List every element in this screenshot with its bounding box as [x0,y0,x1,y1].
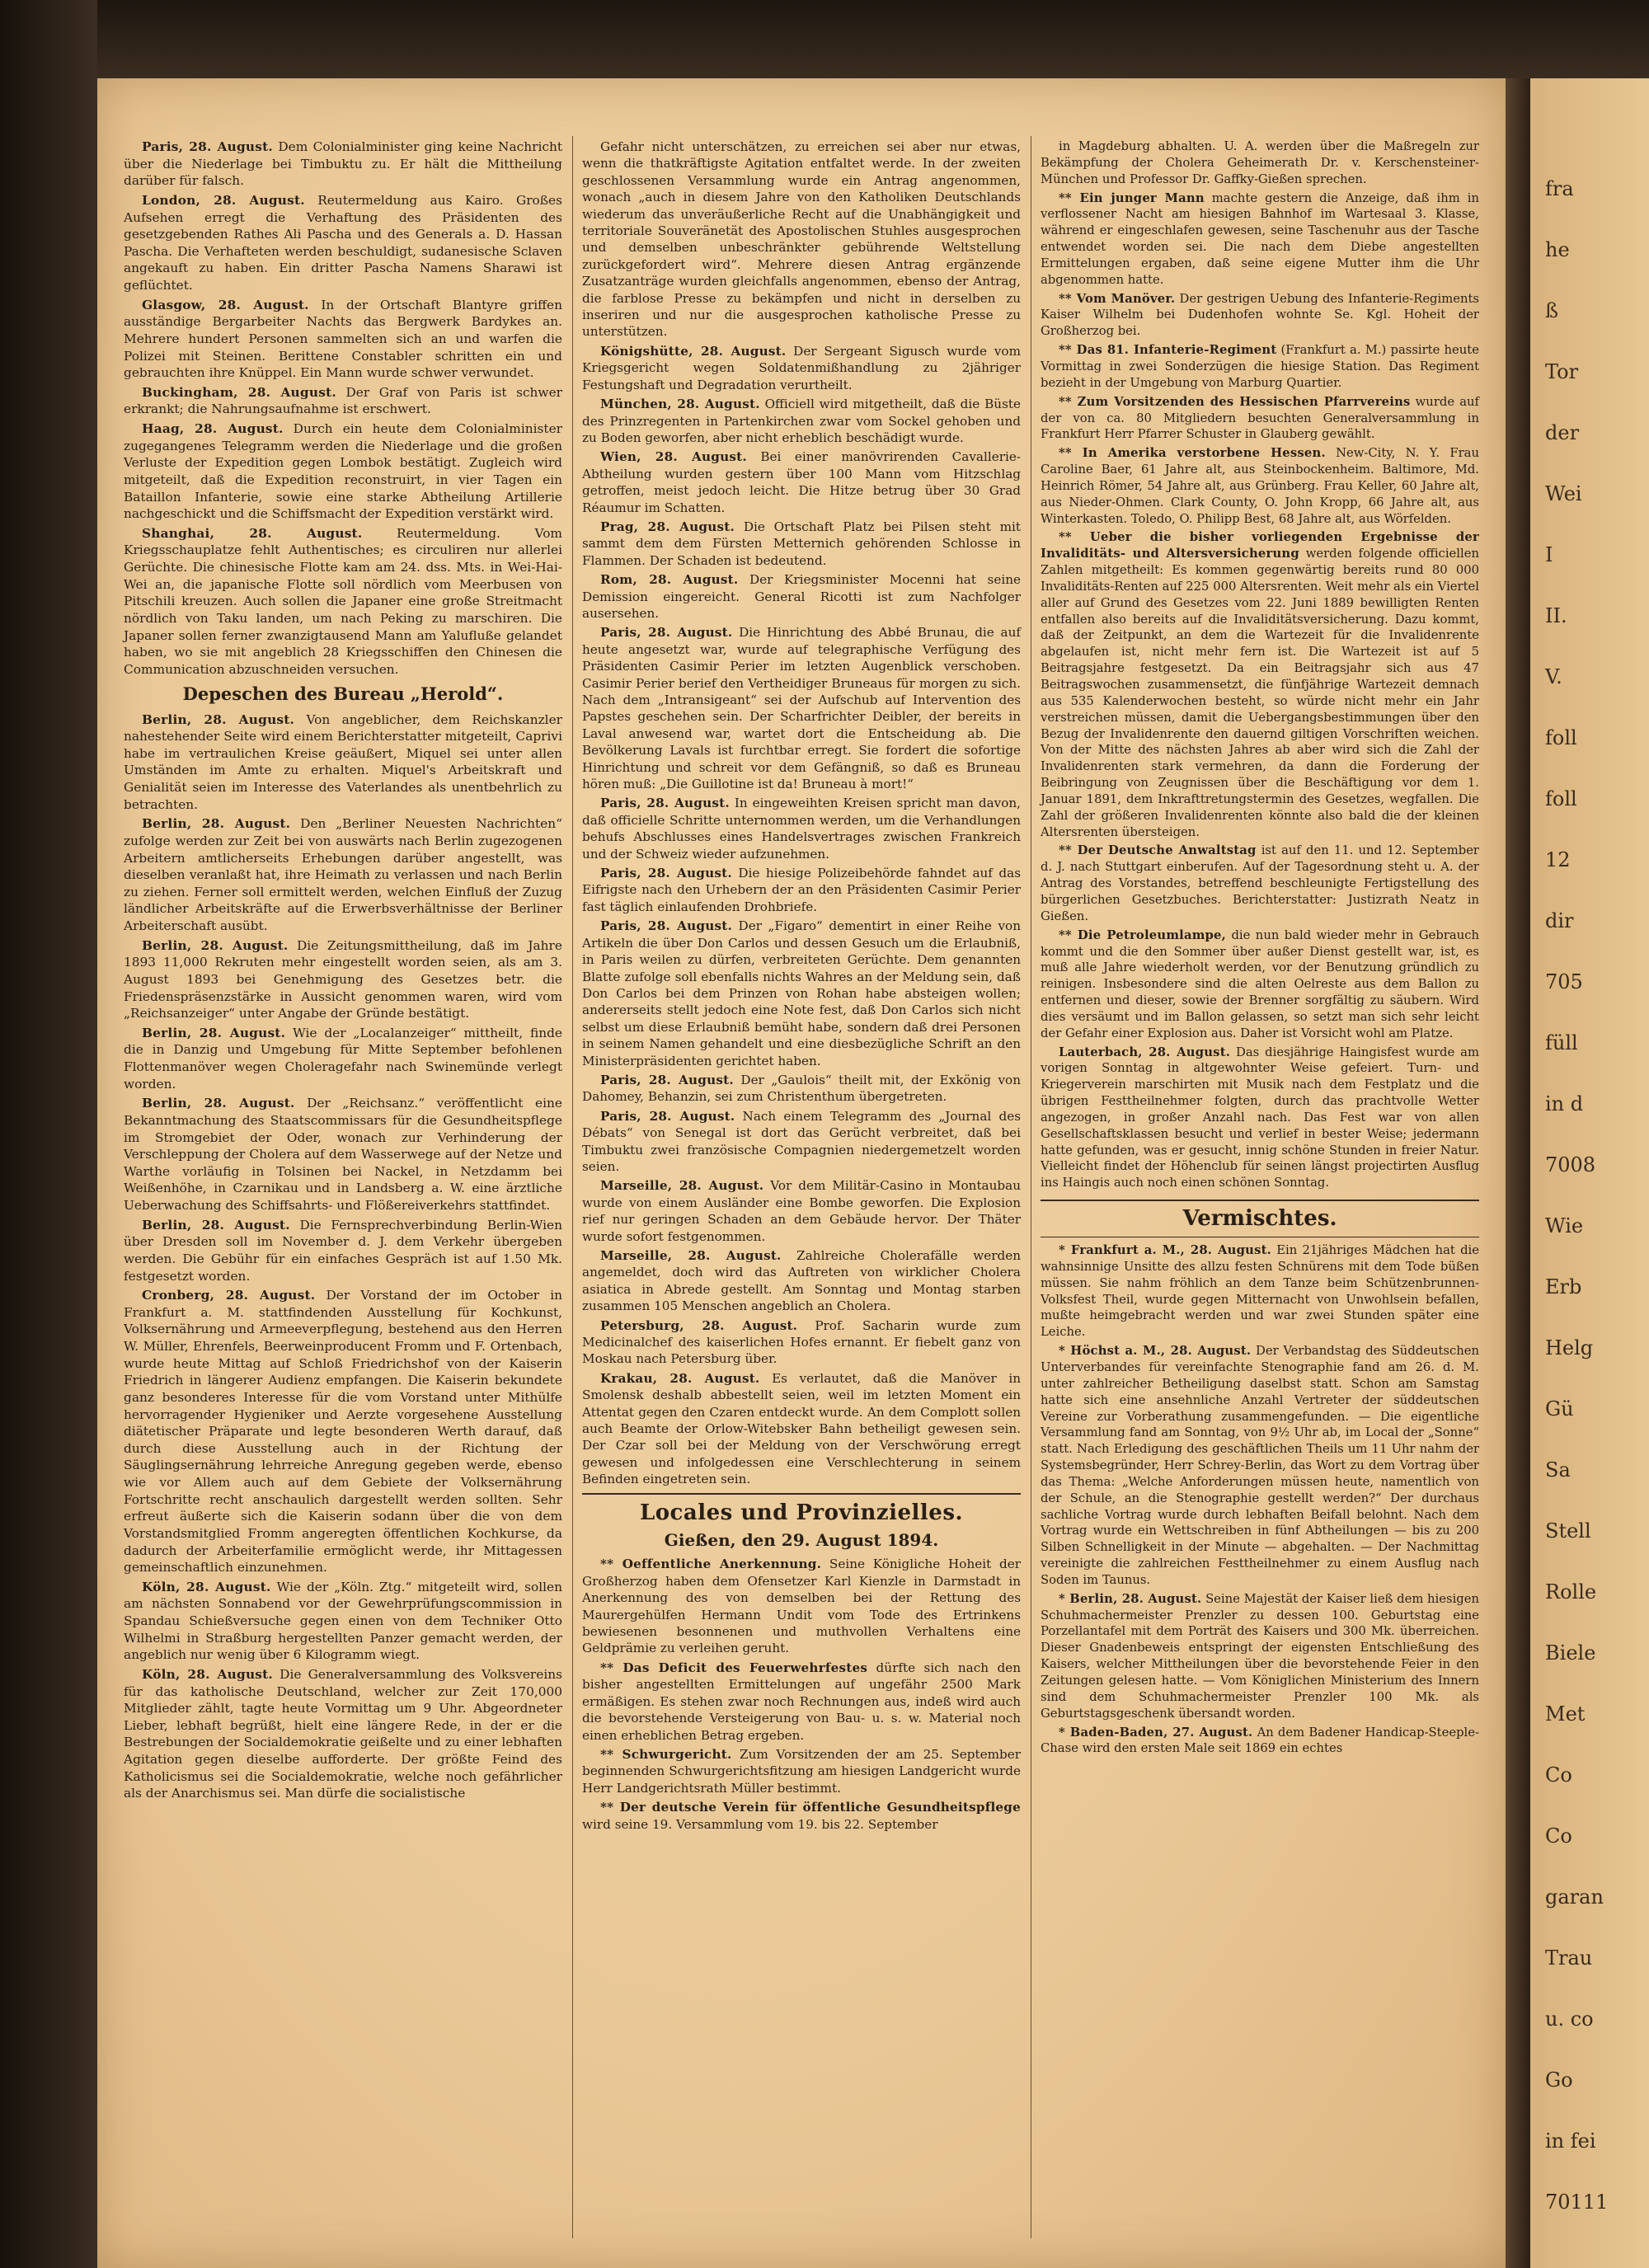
news-item-text: Der Vorstand der im October in Frankfurt a. M. stattfindenden Ausstellung für Kochkunst, Volksernährung und Armeeverpflegung, bestehend aus den Herren W. Müller, Ehrenfels, Beerweinproducent Fromm und F. Ortenbach, wurde heute Mittag auf Schloß Friedrichshof von der Kaiserin Friedrich in längerer Audienz empfangen. Die Kaiserin bekundete ganz besonderes Interesse für die vom Vorstand unter Mithülfe hervorragender Hygieniker und Aerzte vorgesehene Ausstellung diätetischer Präparate und legte besonderen Werth darauf, daß durch diese Ausstellung auch in der Richtung der Säuglingsernährung lehrreiche Anregung gegeben werde, ebenso wie vor Allem auch auf dem Gebiete der Volksernährung Fortschritte recht anschaulich dargestellt werden sollten. Sehr erfreut äußerte sich die Kaiserin sodann über die von dem Vorstandsmitglied Fromm angeregten öffentlichen Kochkurse, da dadurch der Arbeiterfamilie ermöglicht werde, ihr Mittagessen gemeinschaftlich einzunehmen. [124,1288,562,1575]
news-item-dateline: ** Vom Manöver. [1059,291,1176,306]
adjacent-page-text: Co [1545,1824,1572,1848]
news-item [124,525,562,679]
scan-background-top [0,0,1649,78]
column-3 [1041,139,1479,1759]
news-item [1041,445,1479,527]
news-item-text: Seine Majestät der Kaiser ließ dem hiesigen Schuhmachermeister Prenzler zu dessen 100. Geburtstag eine Porzellantafel mit dem Porträt des Kaisers und 300 Mk. überreichen. Dieser Gnadenbeweis entspringt der eigensten Entschließung des Kaisers, welcher Mittheilungen über die bevorstehende Feier in den Zeitungen gelesen hatte. — Vom Königlichen Ministerium des Innern sind dem Schuhmachermeister Prenzler 100 Mk. als Geburtstagsgeschenk übersandt worden. [1041,1591,1479,1721]
news-item-dateline: ** Zum Vorsitzenden des Hessischen Pfarrvereins [1059,394,1411,409]
news-item-text: Die Generalversammlung des Volksvereins für das katholische Deutschland, welcher zur Zeit 170,000 Mitglieder zählt, tagte heute Vormittag um 9 Uhr. Abgeordneter Lieber, lebhaft begrüßt, hielt eine längere Rede, in der er die Bestrebungen der Socialdemokratie geißelte und zu einer lebhaften Agitation gegen dieselbe aufforderte. Der größte Feind des Katholicismus sei die Socialdemokratie, welche noch gefährlicher als der Anarchismus sei. Man dürfe die socialistische [124,1666,562,1801]
news-item-dateline: Marseille, 28. August. [600,1248,782,1263]
news-item-text: Der „Reichsanz.“ veröffentlicht eine Bekanntmachung des Staatscommissars für die Gesundheitspflege im Stromgebiet der Oder, wonach zur Verhinderung der Verschleppung der Cholera auf dem Wasserwege auf der Netze und Warthe vorläufig in Tolsinen bei Nackel, in Netzdamm bei Weißenhöhe, in Czarnikau und in Landsberg a. W. eine ärztliche Ueberwachung des Schiffsahrts- und Flößereiverkehrs stattfindet. [124,1096,562,1214]
news-item [124,1287,562,1576]
news-item-text: Zahlreiche Cholerafälle werden angemeldet, doch wird das Auftreten von wirklicher Cholera asiatica in Abrede gestellt. Am Sonntag und Montag starben zusammen 105 Menschen angeblich an Cholera. [582,1248,1022,1314]
news-item [582,343,1021,393]
news-item [1041,1045,1479,1192]
news-item [582,571,1021,622]
news-item [582,865,1021,915]
news-item [1041,1725,1479,1758]
news-item-text: wird seine 19. Versammlung vom 19. bis 22. September [582,1816,938,1832]
adjacent-page-text: 12 [1545,848,1571,871]
adjacent-page-text: Stell [1545,1519,1591,1543]
adjacent-page-text: foll [1545,787,1577,810]
news-item-text: wurde auf der von ca. 80 Mitgliedern besuchten Generalversammlung in Frankfurt Herr Pfarrer Schuster in Glauberg gewählt. [1041,394,1479,442]
news-item [582,1660,1021,1744]
news-item-text: Wie der „Köln. Ztg.“ mitgeteilt wird, sollen am nächsten Sonnabend vor der Gewehrprüfungscommission in Spandau Schießversuche gegen einen von dem Techniker Otto Wilhelmi in Straßburg hergestellten Panzer gemacht werden, der angeblich nur wenig über 6 Kilogramm wiegt. [124,1579,562,1663]
news-item [124,815,562,934]
news-item-text: Von angeblicher, dem Reichskanzler nahestehender Seite wird einem Berichterstatter mitgeteilt, Caprivi habe im vertraulichen Kreise geäußert, Miquel sei unter allen Umständen im Amte zu erhalten. Miquel's Arbeitskraft und Genialität seien im Interesse des Vaterlandes als unentbehrlich zu betrachten. [124,711,562,812]
news-item-dateline: * Baden-Baden, 27. August. [1059,1725,1253,1740]
adjacent-page-text: fra [1545,177,1574,200]
adjacent-page-text: garan [1545,1885,1604,1909]
news-item-dateline: ** Ein junger Mann [1059,190,1205,205]
news-item-dateline: Paris, 28. August. [600,625,733,641]
news-item [1041,529,1479,840]
news-item-text: Die Zeitungsmittheilung, daß im Jahre 1893 11,000 Rekruten mehr eingestellt worden seien, als am 3. August 1893 bei Genehmigung des Gesetzes betr. die Friedenspräsenzstärke in Aussicht genommen waren, wird vom „Reichsanzeiger“ unter Angabe der Gründe bestätigt. [124,937,562,1021]
adjacent-page-text: Gü [1545,1397,1574,1420]
column-1 [124,139,562,1805]
news-item-text: Das diesjährige Haingisfest wurde am vorigen Sonntag in altgewohnter Weise gefeiert. Turn- und Kriegerverein marschirten mit Musik nach dem Festplatz und die übrigen Festtheilnehmer folgten, durch das prachtvolle Wetter angezogen, in großer Anzahl nach. Das Fest war von allen Gesellschaftsklassen besucht und verlief in bester Weise; jedermann hatte gefunden, was er gesucht, innig schöne Stunden in freier Natur. Vielleicht findet der Höhenclub für seinen längst projectirten Ausflug ins Haingis auch noch einen schönen Sonntag. [1041,1045,1479,1190]
news-item-text: werden folgende officiellen Zahlen mitgetheilt: Es kommen gegenwärtig bereits rund 80 000 Invaliditäts-Renten auf 225 000 Altersrenten. Weit mehr als ein Viertel aller auf Grund des Gesetzes vom 22. Juni 1889 bewilligten Renten entfallen also bereits auf die Invaliditätsversicherung. Dazu kommt, daß der Zeitpunkt, an dem die Wartezeit für die Invalidenrente abgelaufen ist, nicht mehr fern ist. Die Wartezeit ist auf 5 Beitragsjahre festgesetzt. Da ein Beitragsjahr sich aus 47 Beitragswochen zusammensetzt, die fünfjährige Wartezeit demnach aus 535 Kalenderwochen besteht, so würde nicht mehr ein Jahr verstreichen müssen, damit die Uebergangsbestimmungen über den Bezug der Invalidenrente den dauernd giltigen Vorschriften weichen. Von der Mitte des nächsten Jahres ab aber wird sich die Zahl der Invalidenrenten stark vermehren, da dann die Forderung der Beibringung von Zeugnissen über die Beschäftigung vor dem 1. Januar 1891, dem Inkrafttretungstermin des Gesetzes, wegfallen. Die Zahl der größeren Invalidenrenten könnte also bald die der kleinen Altersrenten übersteigen. [1041,547,1479,839]
news-item-text: Der Sergeant Sigusch wurde vom Kriegsgericht wegen Soldatenmißhandlung zu 2jähriger Festungshaft und Degradation verurtheilt. [582,343,1021,392]
news-item-dateline: Paris, 28. August. [600,866,732,881]
adjacent-page-text: 7008 [1545,1153,1596,1176]
news-item-text: In eingeweihten Kreisen spricht man davon, daß officielle Schritte unternommen werden, um die Verhandlungen behufs Abschlusses eines Handelsvertrages zwischen Frankreich und der Schweiz wieder aufzunehmen. [582,796,1022,862]
news-item [582,139,1021,340]
news-item [1041,1242,1479,1341]
news-item [582,1799,1021,1833]
news-item-dateline: Petersburg, 28. August. [600,1317,798,1333]
news-item-text: Wie der „Localanzeiger“ mittheilt, finde die in Danzig und Umgebung für Mitte September befohlenen Flottenmanöver wegen Choleragefahr nach Swinemünde verlegt worden. [124,1025,562,1092]
news-item-dateline: Prag, 28. August. [600,519,735,534]
adjacent-page-text: 705 [1545,970,1583,993]
news-item [124,1666,562,1802]
news-item-text: Den „Berliner Neuesten Nachrichten“ zufolge werden zur Zeit bei von auswärts nach Berlin zugezogenen Arbeitern amtlicherseits Erhebungen darüber angestellt, was dieselben veranlaßt hat, ihre Heimath zu verlassen und nach Berlin zu ziehen. Ferner soll ermittelt werden, welchen Einfluß der Zuzug ländlicher Arbeitskräfte auf die Erwerbsverhältnisse der Berliner Arbeiterschaft ausübt. [124,816,562,934]
news-item [1041,394,1479,444]
news-item-dateline: Buckingham, 28. August. [142,384,336,400]
news-item [582,624,1021,792]
news-item [124,139,562,190]
news-item-dateline: ** Ueber die bisher vorliegenden Ergebnisse der Invaliditäts- und Altersversicherung [1041,530,1479,561]
news-item-text: Der Kriegsminister Mocenni hat seine Demission eingereicht. General Ricotti ist zum Nachfolger ausersehen. [582,572,1021,621]
news-item [582,1370,1021,1488]
news-item-dateline: Berlin, 28. August. [142,711,295,727]
news-item-dateline: * Frankfurt a. M., 28. August. [1059,1243,1271,1258]
news-item-text: Der Verbandstag des Süddeutschen Unterverbandes für vereinfachte Stenographie fand am 26. d. M. unter zahlreicher Betheiligung daselbst statt. Schon am Samstag hatte sich eine ansehnliche Anzahl Vertreter der süddeutschen Vereine zur Vorberathung zusammengefunden. — Die eigentliche Versammlung fand am Sonntag, von 9½ Uhr ab, im Local der „Sonne“ statt. Nach Erledigung des geschäftlichen Theils um 11 Uhr nahm der Systemsbegründer, Herr Schrey-Berlin, das Wort zu dem Vortrag über das Thema: „Welche Anforderungen müssen heute, namentlich von der Schule, an die Stenographie gestellt werden?“ Der durchaus sachliche Vortrag wurde durch lebhaften Beifall belohnt. Nach dem Vortrag wurde ein Wettschreiben in fünf Abtheilungen — bis zu 200 Silben Schnelligkeit in der Minute — abgehalten. — Der Nachmittag vereinigte die zahlreichen Festtheilnehmer zu einem Ausflug nach Soden im Taunus. [1041,1344,1480,1587]
news-item-text: Reutermeldung aus Kairo. Großes Aufsehen erregt die Verhaftung des Präsidenten des gesetzgebenden Rathes Ali Pascha und des Generals a. D. Hassan Pascha. Die Verhafteten werden beschuldigt, sudanesische Sclaven angekauft zu haben. Ein dritter Pascha Namens Sharawi ist geflüchtet. [124,192,562,293]
news-item [582,1317,1021,1368]
news-item-dateline: Köln, 28. August. [142,1666,273,1682]
news-item-dateline: ** Der Deutsche Anwaltstag [1059,843,1257,858]
adjacent-page-text: 70111 [1545,2191,1609,2214]
news-item [1041,190,1479,289]
news-item-text: in Magdeburg abhalten. U. A. werden über die Maßregeln zur Bekämpfung der Cholera Geheimerath Dr. v. Kerschensteiner-München und Professor Dr. Gaffky-Gießen sprechen. [1041,139,1479,186]
adjacent-page-text: I [1545,543,1553,566]
news-item-dateline: ** Das Deficit des Feuerwehrfestes [600,1660,868,1675]
news-item-dateline: ** Oeffentliche Anerkennung. [600,1557,822,1572]
news-item-dateline: Berlin, 28. August. [142,1096,295,1111]
news-item-text: Der „Figaro“ dementirt in einer Reihe von Artikeln die über Don Carlos und dessen Gesuch um die Erlaubniß, in Paris weilen zu dürfen, verbreiteten Gerüchte. Dem genannten Blatte zufolge soll ebenfalls nichts Wahres an der Meldung sein, daß Don Carlos bei dem Prinzen von Rohan habe absteigen wollen; andererseits stellt jedoch eine Note fest, daß Don Carlos sich nicht selbst um diese Erlaubniß bemüht habe, sondern daß drei Personen in seinem Namen gehandelt und eine diesbezügliche Schrift an den Ministerpräsidenten gerichtet haben. [582,918,1021,1068]
news-item [582,918,1021,1069]
news-item [582,519,1021,569]
news-item [1041,1343,1479,1589]
adjacent-page-text: Met [1545,1702,1586,1726]
news-item-text: Die hiesige Polizeibehörde fahndet auf das Eifrigste nach den Urhebern der an den Präsidenten Casimir Perier fast täglich einlaufenden Drohbriefe. [582,866,1022,914]
news-item-dateline: Berlin, 28. August. [142,816,291,832]
news-item [1041,843,1479,924]
news-item-dateline: Berlin, 28. August. [142,1217,290,1233]
news-item-dateline: * Berlin, 28. August. [1059,1591,1202,1606]
adjacent-page-text: Wei [1545,482,1582,505]
news-item-text: Ein 21jähriges Mädchen hat die wahnsinnige Unsitte des allzu festen Schnürens mit dem Tode büßen müssen. Sie nahm fröhlich an dem Tanze beim Schützenbrunnen-Volksfest Theil, wurde gegen Mitternacht von Unwohlsein befallen, mußte heimgebracht werden und war zwei Stunden später eine Leiche. [1041,1243,1479,1340]
news-item [1041,342,1479,392]
news-item-dateline: Krakau, 28. August. [600,1370,760,1386]
adjacent-page-text: füll [1545,1031,1578,1054]
news-item [124,297,562,382]
news-item [124,420,562,523]
news-item-dateline: Köln, 28. August. [142,1579,271,1594]
adjacent-page-text: u. co [1545,2007,1594,2031]
news-item [1041,1591,1479,1722]
news-item [124,937,562,1022]
news-item-text: Der gestrigen Uebung des Infanterie-Regiments Kaiser Wilhelm bei Dudenhofen wohnte Se. Kgl. Hoheit der Großherzog bei. [1041,291,1479,339]
news-item-dateline: * Höchst a. M., 28. August. [1059,1344,1252,1359]
news-item-text: (Frankfurt a. M.) passirte heute Vormittag in zwei Sonderzügen die hiesige Station. Das Regiment bezieht in der Umgebung von Marburg Quartier. [1041,343,1479,390]
adjacent-page-text: Erb [1545,1275,1582,1298]
adjacent-page-text: Co [1545,1763,1572,1787]
news-item-text: Dem Colonialminister ging keine Nachricht über die Niederlage bei Timbuktu zu. Er hält die Mittheilung darüber für falsch. [124,139,562,189]
adjacent-page-text: ß [1545,299,1559,322]
news-item [124,192,562,294]
news-item-text: ist auf den 11. und 12. September d. J. nach Stuttgart einberufen. Auf der Tagesordnung steht u. A. der Antrag des Vorstandes, betreffend beschleunigte Fertigstellung des bürgerlichen Gesetzbuches. Berichterstatter: Justizrath Neatz in Gießen. [1041,843,1479,923]
news-item-dateline: London, 28. August. [142,192,305,208]
news-item [582,1177,1021,1245]
adjacent-page-text: Wie [1545,1214,1584,1237]
subsection-heading: Depeschen des Bureau „Herold“. [182,683,504,705]
news-item [582,795,1021,862]
news-item [582,1556,1021,1656]
news-item [582,1072,1021,1106]
adjacent-page-text: in d [1545,1092,1584,1115]
news-item-text: Reutermeldung. Vom Kriegsschauplatze fehlt Authentisches; es circuliren nur allerlei Gerüchte. Die chinesische Flotte kam am 24. dss. Mts. in Wei-Hai-Wei an, die japanische Flotte soll nördlich vom Meerbusen von Pitschili kreuzen. Auch sollen die Japaner eine große Streitmacht nördlich von Taku landen, um nach Peking zu marschiren. Die Japaner sollen ferner zwanzigtausend Mann am Yalufluße gelandet haben, wo sie mit angeblich 28 Kriegsschiffen den Chinesen die Communication abzuschneiden versuchen. [124,525,562,677]
news-item-text: Prof. Sacharin wurde zum Medicinalchef des kaiserlichen Hofes ernannt. Er fiebelt ganz von Moskau nach Petersburg über. [582,1317,1022,1367]
news-item [582,1746,1021,1796]
news-item-text: Der Graf von Paris ist schwer erkrankt; die Nahrungsaufnahme ist erschwert. [124,384,562,417]
news-item [582,1247,1021,1315]
adjacent-page-text: V. [1545,665,1562,688]
news-item-dateline: Shanghai, 28. August. [142,525,363,541]
adjacent-page-text: he [1545,238,1570,261]
news-item-dateline: Berlin, 28. August. [142,1025,286,1040]
news-item [124,1095,562,1214]
news-item [124,384,562,418]
adjacent-page-text: foll [1545,726,1577,749]
news-item-text: die nun bald wieder mehr in Gebrauch kommt und die den Sommer über außer Dienst gestellt war, ist, es muß alle Jahre wiederholt werden, vor der Benutzung gründlich zu reinigen. Insbesondere sind die alten Oelreste aus dem Ballon zu entfernen und dieser, sowie der Brenner sorgfältig zu säubern. Wird dies versäumt und im Ballon gelassen, so setzt man sich sehr leicht der Gefahr einer Explosion aus. Daher ist Vorsicht wohl am Platze. [1041,927,1479,1040]
adjacent-page-text: Sa [1545,1458,1571,1481]
adjacent-page-text: in fei [1545,2129,1596,2153]
news-item-text: Die Hinrichtung des Abbé Brunau, die auf heute angesetzt war, wurde auf telegraphische Verfügung des Präsidenten Casimir Perier im letzten Augenblick verschoben. Casimir Perier berief den Vertheidiger Bruneaus für morgen zu sich. Nach dem „Intransigeant“ sei der Aufschub auf Intervention des Papstes geschehen sein. Der Scharfrichter Deibler, der bereits in Laval anwesend war, wartet dort die Entscheidung ab. Die Bevölkerung Lavals ist furchtbar erregt. Sie fordert die sofortige Hinrichtung und schreit vor dem Gefängniß, so daß es Bruneau hören muß: „Die Guillotine ist da! Bruneau à mort!“ [582,625,1021,792]
adjacent-page-text: der [1545,421,1580,444]
news-item-dateline: Königshütte, 28. August. [600,343,787,359]
column-rule [572,136,573,2238]
section-heading: Vermischtes. [1041,1200,1479,1237]
news-item-dateline: Paris, 28. August. [142,139,273,154]
adjacent-page-text: dir [1545,909,1574,932]
news-item-text: dürfte sich nach den bisher angestellten Ermittelungen auf ungefähr 2500 Mark ermäßigen. Es stehen zwar noch Rechnungen aus, indeß wird auch die bevorstehende Versteigerung von Bau- u. s. w. Material noch einen erheblichen Betrag ergeben. [582,1660,1021,1743]
news-item-dateline: Glasgow, 28. August. [142,297,309,312]
adjacent-page-text: Trau [1545,1946,1593,1970]
news-item-dateline: Cronberg, 28. August. [142,1288,316,1303]
news-item-text: Vor dem Militär-Casino in Montaubau wurde von einem Ausländer eine Bombe geworfen. Die Explosion rief nur geringen Schaden an dem Gebäude hervor. Der Thäter wurde sofort festgenommen. [582,1178,1021,1244]
page-gutter [1506,78,1530,2268]
news-item-dateline: Marseille, 28. August. [600,1178,764,1194]
adjacent-page-text: Go [1545,2068,1573,2092]
news-item-dateline: ** Der deutsche Verein für öffentliche Gesundheitspflege [600,1800,1021,1815]
news-item [124,1217,562,1285]
adjacent-page-text: Rolle [1545,1580,1597,1604]
news-item-dateline: Berlin, 28. August. [142,937,289,953]
news-item-dateline: ** Das 81. Infanterie-Regiment [1059,343,1277,358]
column-2 [582,139,1021,1835]
news-item-text: Der „Gaulois“ theilt mit, der Exkönig von Dahomey, Behanzin, sei zum Christenthum übergetreten. [582,1072,1021,1105]
news-item-text: Durch ein heute dem Colonialminister zugegangenes Telegramm werden die Niederlage und die großen Verluste der Expedition gegen Lombok bestätigt. Zugleich wird mitgeteilt, daß die Expedition reconstruirt, in vier Tagen ein Bataillon Infanterie, sowie eine starke Abtheilung Artillerie nachgeschickt und die Schiffsmacht der Expedition verstärkt wird. [124,421,562,522]
news-item-dateline: München, 28. August. [600,397,760,412]
news-item-dateline: Haag, 28. August. [142,421,284,436]
news-item-text: Nach einem Telegramm des „Journal des Débats“ von Senegal ist dort das Gerücht verbreitet, daß bei Timbuktu zwei französische Compagnien niedergemetzelt worden seien. [582,1108,1021,1174]
news-item-dateline: Lauterbach, 28. August. [1059,1045,1231,1059]
news-item-dateline: ** In Amerika verstorbene Hessen. [1059,446,1326,461]
adjacent-page-fragment [1530,78,1649,2268]
news-item-text: An dem Badener Handicap-Steeple-Chase wird den ersten Male seit 1869 ein echtes [1041,1725,1479,1756]
news-item-dateline: Wien, 28. August. [600,449,747,465]
news-item-text: Gefahr nicht unterschätzen, zu erreichen sei aber nur etwas, wenn die thatkräftigste Agitation entfaltet werde. In der zweiten geschlossenen Versammlung wurde ein Antrag angenommen, wonach „auch in diesem Jahre von den Katholiken Deutschlands wiederum das unveräußerliche Recht auf die Unabhängigkeit und territoriale Souveränetät des Apostolischen Stuhles ausgesprochen und demselben unbeschränkter gebührende Weltstellung zurückgefordert wird“. Mehrere diesen Antrag ergänzende Zusatzanträge wurden gleichfalls angenommen, ebenso der Antrag, die farblose Presse zu bekämpfen und nicht in derselben zu inseriren und nur die ausgesprochen katholische Presse zu unterstützen. [582,139,1021,340]
news-item-dateline: ** Die Petroleumlampe, [1059,927,1226,942]
news-item-text: Zum Vorsitzenden der am 25. September beginnenden Schwurgerichtsfitzung am hiesigen Landgericht wurde Herr Landgerichtsrath Müller bestimmt. [582,1746,1022,1796]
news-item [582,1108,1021,1176]
news-item-text: Bei einer manövrirenden Cavallerie-Abtheilung wurden gestern über 100 Mann vom Hitzschlag getroffen, meist jedoch leicht. Die Hitze betrug über 30 Grad Réaumur im Schatten. [582,449,1021,515]
news-item [1041,139,1479,188]
news-item-text: Officiell wird mitgetheilt, daß die Büste des Prinzregenten in Partenkirchen zwar vom Sockel gehoben und zu Boden geworfen, aber nicht erheblich beschädigt wurde. [582,397,1021,445]
news-item-text: machte gestern die Anzeige, daß ihm in verflossener Nacht am hiesigen Bahnhof im Wartesaal 3. Klasse, während er eingeschlafen gewesen, seine Taschenuhr aus der Tasche entwendet worden sei. Die nach dem Diebe angestellten Ermittelungen ergaben, daß seine eigene Mutter ihm die Uhr abgenommen hatte. [1041,190,1480,287]
news-item [582,396,1021,446]
news-item-text: Seine Königliche Hoheit der Großherzog haben dem Ofensetzer Karl Kienzle in Darmstadt in Anerkennung des von demselben bei der Rettung des Maurergehülfen Hermann Undit vom Tode des Ertrinkens bewiesenen besonnenen und muthvollen Verhaltens eine Geldprämie zu verleihen geruht. [582,1557,1021,1656]
news-item [582,448,1021,516]
adjacent-page-text: Tor [1545,360,1579,383]
scan-background-left [0,0,97,2268]
news-item-text: In der Ortschaft Blantyre griffen ausständige Bergarbeiter Nachts das Bergwerk Bardykes an. Mehrere hundert Personen sammelten sich an und warfen die Polizei mit Steinen. Berittene Constabler schritten ein und gebrauchten ihre Knüppel. Ein Mann wurde schwer verwundet. [124,297,562,381]
news-item-text: Die Fernsprechverbindung Berlin-Wien über Dresden soll im November d. J. dem Verkehr übergeben werden. Die Gebühr für ein einfaches Gespräch ist auf 1.50 Mk. festgesetzt worden. [124,1217,562,1284]
adjacent-page-text: II. [1545,604,1567,627]
news-item-dateline: ** Schwurgericht. [600,1746,732,1762]
news-item [124,1025,562,1093]
section-heading: Locales und Provinzielles. [582,1493,1021,1528]
section-dateline: Gießen, den 29. August 1894. [664,1529,939,1550]
news-item-dateline: Paris, 28. August. [600,1108,735,1124]
adjacent-page-text: Biele [1545,1641,1596,1665]
news-item [1041,291,1479,340]
news-item-text: Es verlautet, daß die Manöver in Smolensk deshalb abbestellt seien, weil im letzten Moment ein Attentat gegen den Czaren entdeckt wurde. An dem Complott sollen auch Beamte der Orlow-Witebsker Bahn betheiligt gewesen sein. Der Czar soll bei der Meldung von der Verschwörung erregt gewesen und infolgedessen eine Verschlechterung in seinem Befinden eingetreten sein. [582,1370,1021,1487]
news-item-dateline: Paris, 28. August. [600,796,730,811]
news-item-text: Die Ortschaft Platz bei Pilsen steht mit sammt dem dem Fürsten Metternich gehörenden Schlosse in Flammen. Der Schaden ist bedeutend. [582,519,1022,568]
news-item-dateline: Rom, 28. August. [600,572,739,588]
adjacent-page-text: Helg [1545,1336,1594,1359]
news-item [1041,927,1479,1042]
news-item-dateline: Paris, 28. August. [600,1072,734,1087]
news-item [124,711,562,814]
news-item-dateline: Paris, 28. August. [600,918,732,934]
news-item-text: New-City, N. Y. Frau Caroline Baer, 61 Jahre alt, aus Steinbockenheim. Baltimore, Md. Heinrich Römer, 54 Jahre alt, aus Grünberg. Frau Keller, 60 Jahre alt, aus Nieder-Ohmen. Clark County, O. John Kropp, 66 Jahre alt, aus Winterkasten. Toledo, O. Philipp Best, 68 Jahre alt, aus Wörfelden. [1041,446,1479,526]
news-item [124,1579,562,1664]
